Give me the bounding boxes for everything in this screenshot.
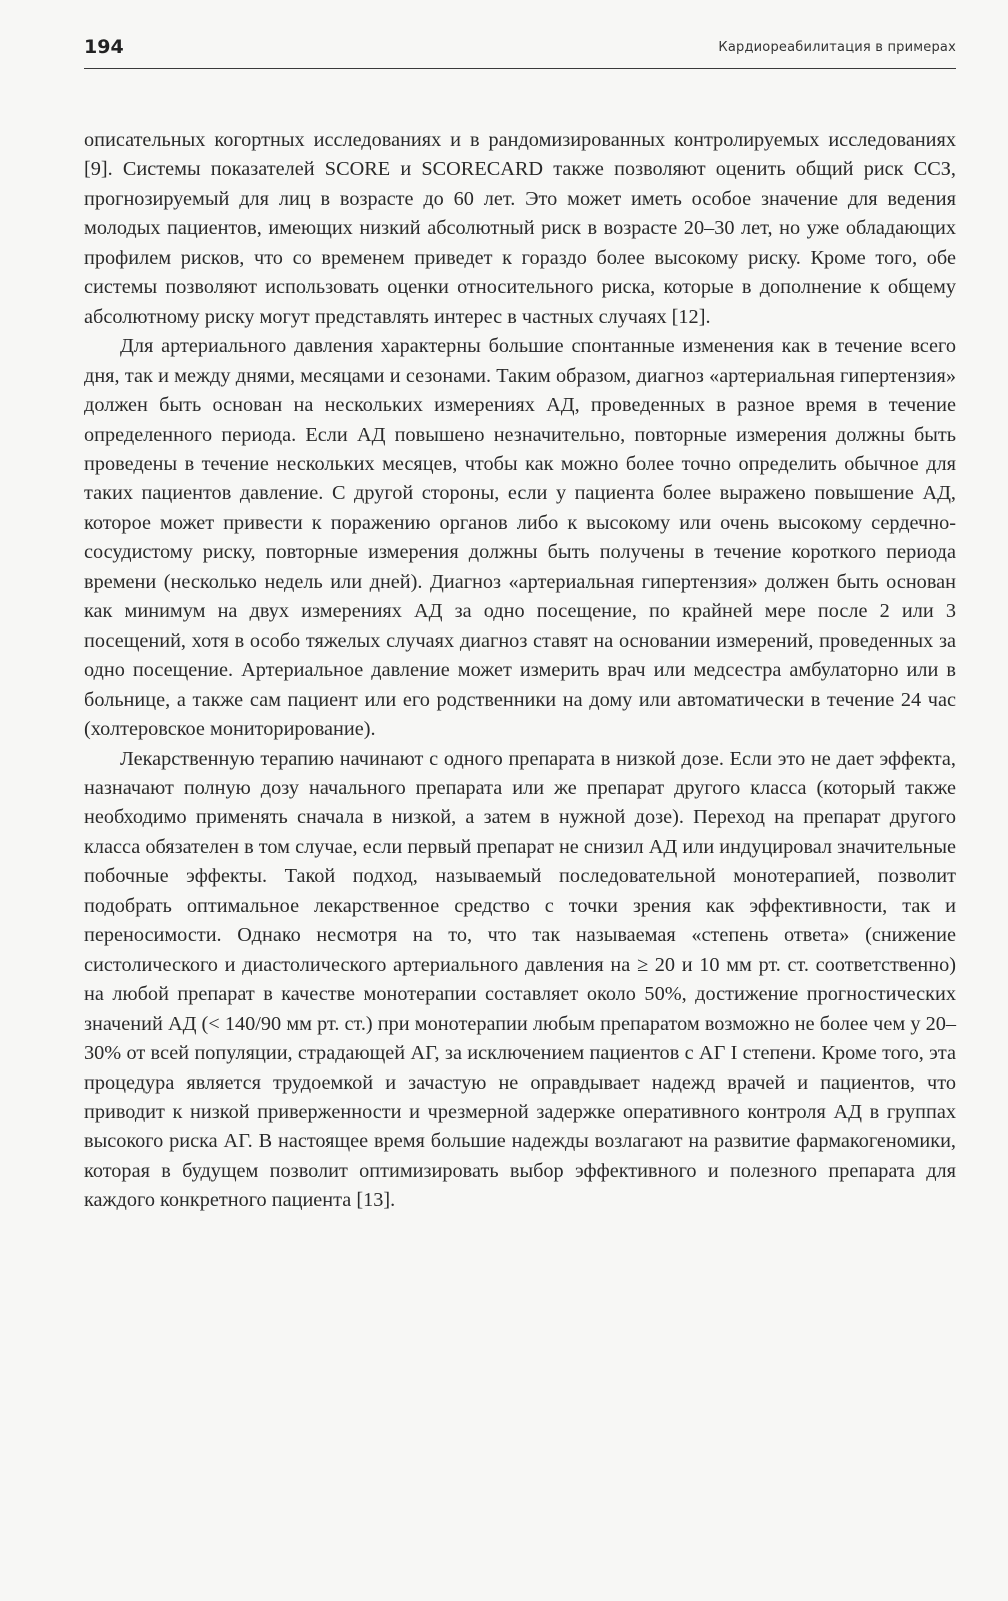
paragraph: описательных когортных исследованиях и в рандомизированных контролируемых исследованиях [9]. Системы показателей SCORE и SCORECARD также позволяют оценить общий риск ССЗ, прогнозируемый для лиц в возрасте до 60 лет. Это может иметь особое значение для ведения молодых пациентов, имеющих низкий абсолютный риск в возрасте 20–30 лет, но уже обладающих профилем рисков, что со временем приведет к гораздо более высокому риску. Кроме того, обе системы позволяют использовать оценки относительного риска, которые в дополнение к общему абсолютному риску могут представлять интерес в частных случаях [12]. [84, 129, 956, 328]
running-title: Кардиореабилитация в примерах [718, 40, 956, 55]
paragraph: Для артериального давления характерны большие спонтанные изменения как в течение всего дня, так и между днями, месяцами и сезонами. Таким образом, диагноз «артериальная гипертензия» должен быть основан на нескольких измерениях АД, проведенных в разное время в течение определенного периода. Если АД повышено незначительно, повторные измерения должны быть проведены в течение нескольких месяцев, чтобы как можно более точно определить обычное для таких пациентов давление. С другой стороны, если у пациента более выражено повышение АД, которое может привести к поражению органов либо к высокому или очень высокому сердечно-сосудистому риску, повторные измерения должны быть получены в течение короткого периода времени (несколько недель или дней). Диагноз «артериальная гипертензия» должен быть основан как минимум на двух измерениях АД за одно посещение, по крайней мере после 2 или 3 посещений, хотя в особо тяжелых случаях диагноз ставят на основании измерений, проведенных за одно посещение. Артериальное давление может измерить врач или медсестра амбулаторно или в больнице, а также сам пациент или его родственники на дому или автоматически в течение 24 час (холтеровское мониторирование). [84, 335, 956, 741]
paragraph: Лекарственную терапию начинают с одного препарата в низкой дозе. Если это не дает эффекта, назначают полную дозу начального препарата или же препарат другого класса (который также необходимо применять сначала в низкой, а затем в нужной дозе). Переход на препарат другого класса обязателен в том случае, если первый препарат не снизил АД или индуцировал значительные побочные эффекты. Такой подход, называемый последовательной монотерапией, позволит подобрать оптимальное лекарственное средство с точки зрения как эффективности, так и переносимости. Однако несмотря на то, что так называемая «степень ответа» (снижение систолического и диастолического артериального давления на ≥ 20 и 10 мм рт. ст. соответственно) на любой препарат в качестве монотерапии составляет около 50%, достижение прогностических значений АД (< 140/90 мм рт. ст.) при монотерапии любым препаратом возможно не более чем у 20–30% от всей популяции, страдающей АГ, за исключением пациентов с АГ I степени. Кроме того, эта процедура является трудоемкой и зачастую не оправдывает надежд врачей и пациентов, что приводит к низкой приверженности и чрезмерной задержке оперативного контроля АД в группах высокого риска АГ. В настоящее время большие надежды возлагают на развитие фармакогеномики, которая в будущем позволит оптимизировать выбор эффективного и полезного препарата для каждого конкретного пациента [13]. [84, 747, 956, 1212]
page-number: 194 [84, 36, 124, 58]
body-text [84, 126, 956, 1216]
page-header [84, 32, 956, 69]
